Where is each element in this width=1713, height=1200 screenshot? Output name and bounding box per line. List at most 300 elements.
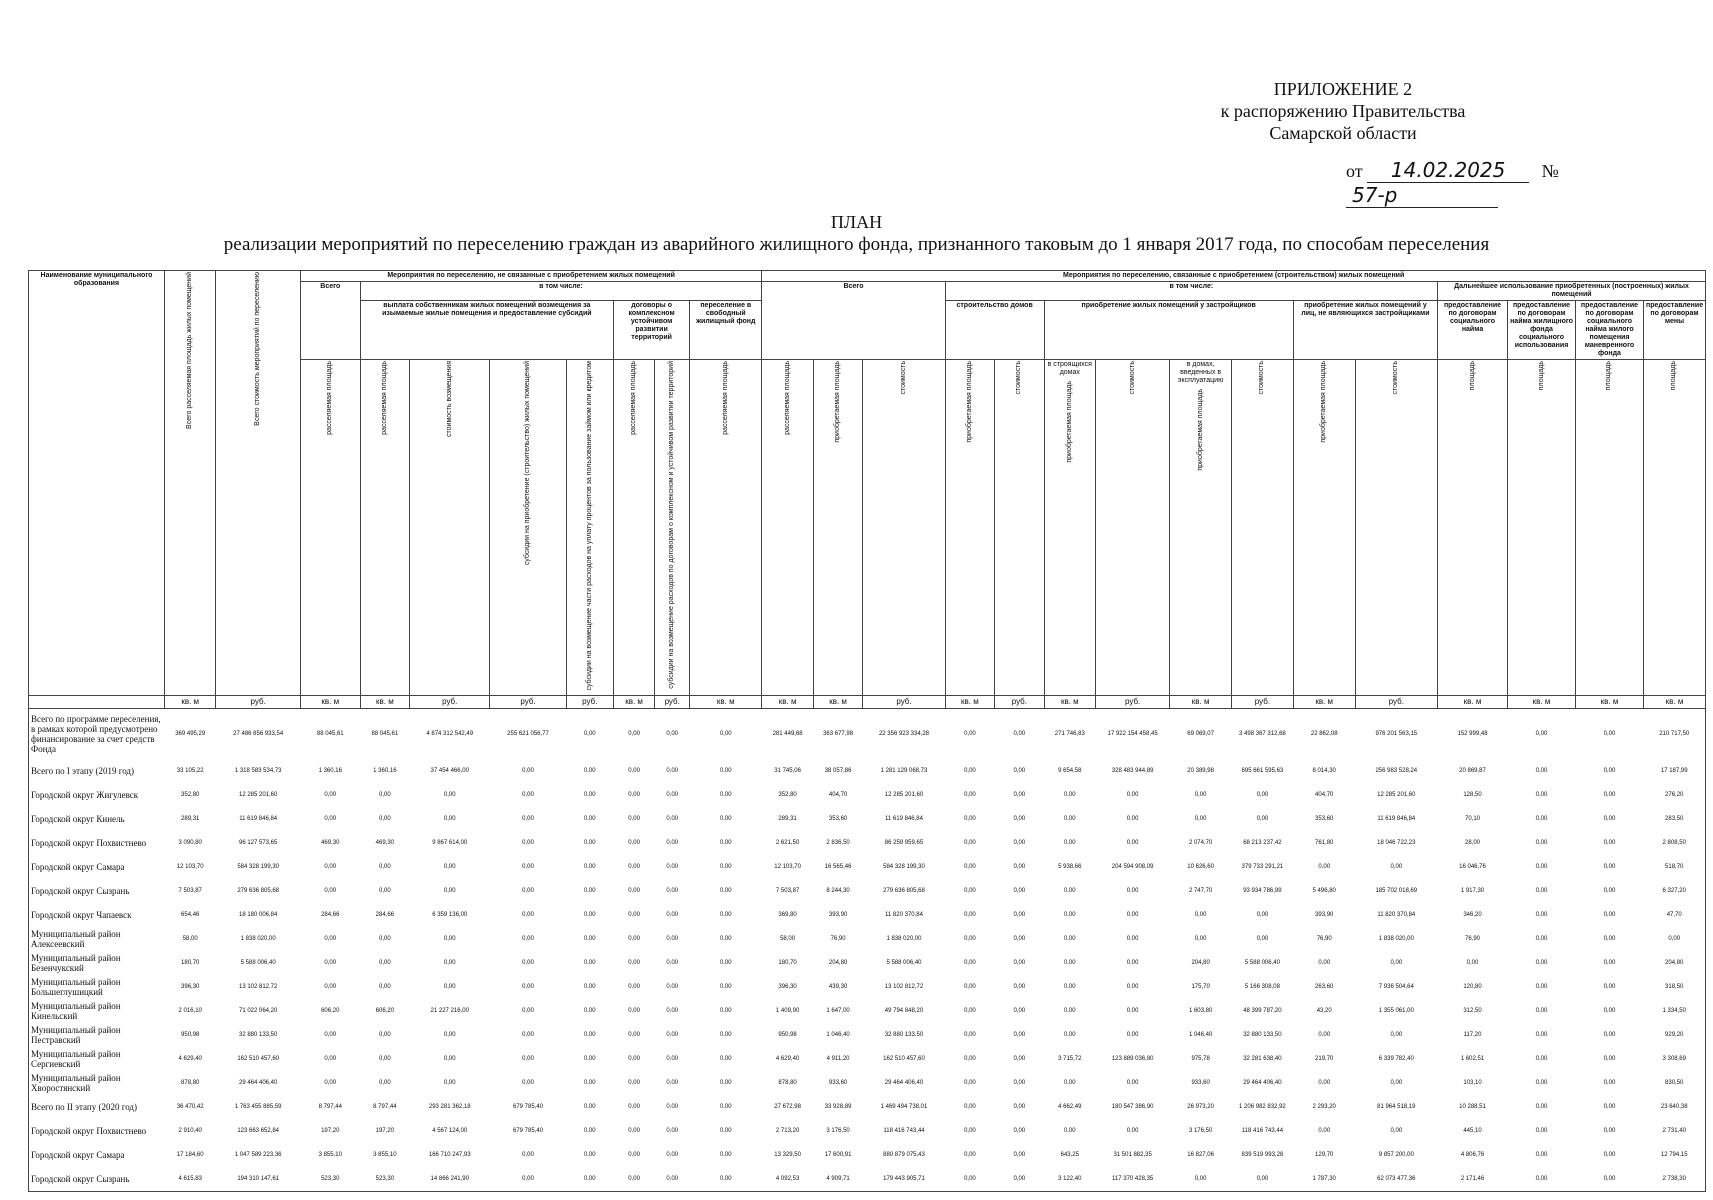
- table-cell: 0,00: [719, 767, 732, 774]
- table-cell: 0,00: [1126, 1031, 1139, 1038]
- table-cell: 16 046,76: [1459, 863, 1486, 870]
- table-cell: 0,00: [666, 887, 679, 894]
- table-cell: 0,00: [1063, 1079, 1076, 1086]
- table-cell: 0,00: [719, 1103, 732, 1110]
- unit-cell: руб.: [995, 695, 1044, 708]
- table-cell: 32 880 133,50: [238, 1031, 278, 1038]
- table-cell: 353,60: [1315, 815, 1334, 822]
- v-tom-chisle-header: в том числе:: [360, 282, 762, 301]
- table-cell: 43,20: [1316, 1007, 1332, 1014]
- table-cell: 0,00: [666, 1031, 679, 1038]
- table-cell: 0,00: [583, 1007, 596, 1014]
- table-cell: 393,90: [828, 911, 848, 918]
- table-cell: 0,00: [1256, 1175, 1269, 1182]
- table-cell: 439,30: [828, 983, 848, 990]
- pred-soc-header: предоставление по договорам социального найма: [1438, 301, 1508, 360]
- table-cell: 0,00: [1063, 959, 1076, 966]
- table-cell: 0,00: [719, 887, 732, 894]
- table-cell: 0,00: [1126, 911, 1139, 918]
- table-cell: 96 127 573,65: [238, 839, 278, 846]
- table-cell: 0,00: [1013, 1007, 1026, 1014]
- table-cell: 0,00: [666, 730, 679, 737]
- table-cell: 0,00: [628, 887, 640, 894]
- table-cell: 878,80: [778, 1079, 797, 1086]
- table-cell: 0,00: [719, 1031, 732, 1038]
- table-cell: 0,00: [379, 1079, 391, 1086]
- table-cell: 38 057,86: [824, 767, 852, 774]
- table-cell: 0,00: [379, 791, 391, 798]
- table-cell: 0,00: [1603, 983, 1616, 990]
- table-cell: 204,80: [828, 959, 848, 966]
- table-cell: 0,00: [1535, 730, 1548, 737]
- table-cell: 0,00: [324, 887, 337, 894]
- table-cell: 12 285 201,60: [1377, 791, 1416, 798]
- table-cell: 0,00: [522, 1079, 534, 1086]
- priobr-zastr-header: приобретение жилых помещений у застройщиков: [1044, 301, 1293, 360]
- table-cell: 0,00: [964, 767, 976, 774]
- row-name: Городской округ Сызрань: [31, 1173, 130, 1184]
- table-cell: 0,00: [666, 1151, 679, 1158]
- table-cell: 0,00: [1013, 730, 1026, 737]
- col-header: стоимость: [863, 360, 945, 696]
- unit-cell: руб.: [1232, 695, 1294, 708]
- table-cell: 197,20: [375, 1127, 395, 1134]
- col-total-cost-header: Всего стоимость мероприятий по переселению: [216, 271, 300, 696]
- table-cell: 1 787,30: [1312, 1175, 1336, 1182]
- table-cell: 0,00: [443, 887, 456, 894]
- table-cell: 0,00: [1013, 887, 1026, 894]
- table-cell: 162 510 457,60: [237, 1055, 280, 1062]
- table-cell: 276,20: [1665, 791, 1684, 798]
- table-cell: 0,00: [1063, 791, 1076, 798]
- table-cell: 0,00: [1318, 1031, 1331, 1038]
- unit-cell: руб.: [216, 695, 300, 708]
- table-cell: 1 360,16: [373, 767, 397, 774]
- unit-cell: руб.: [410, 695, 490, 708]
- table-cell: 679 785,40: [513, 1127, 544, 1134]
- table-cell: 469,30: [375, 839, 395, 846]
- table-cell: 13 102 812,72: [238, 983, 278, 990]
- table-cell: 0,00: [443, 863, 456, 870]
- table-cell: 839 519 993,28: [1241, 1151, 1284, 1158]
- table-cell: 4 629,40: [178, 1055, 202, 1062]
- table-head: [29, 271, 1706, 709]
- table-cell: 0,00: [1126, 959, 1139, 966]
- row-name: Всего по программе переселения, в рамках которой предусмотрено финансирование за счет средств Фонда: [31, 713, 161, 754]
- table-cell: 369,80: [778, 911, 797, 918]
- unit-cell: руб.: [655, 695, 690, 708]
- table-cell: 0,00: [666, 815, 679, 822]
- table-cell: 8 014,30: [1312, 767, 1336, 774]
- table-cell: 0,00: [522, 935, 534, 942]
- table-cell: 8 797,44: [373, 1103, 397, 1110]
- table-cell: 0,00: [1535, 815, 1548, 822]
- table-cell: 0,00: [1126, 1079, 1139, 1086]
- table-cell: 68 213 237,42: [1243, 839, 1282, 846]
- table-cell: 185 702 018,69: [1375, 887, 1418, 894]
- table-cell: 523,30: [321, 1175, 340, 1182]
- unit-cell: кв. м: [690, 695, 762, 708]
- table-cell: 518,70: [1665, 863, 1684, 870]
- table-cell: 0,00: [1063, 911, 1076, 918]
- table-cell: 0,00: [1126, 1007, 1139, 1014]
- table-cell: 0,00: [628, 767, 640, 774]
- col-header: субсидии на возмещение части расходов на уплату процентов за пользование займом или кредитом: [566, 360, 613, 696]
- table-cell: 179 443 905,71: [883, 1175, 925, 1182]
- table-cell: 0,00: [666, 767, 679, 774]
- table-cell: 0,00: [1013, 1055, 1026, 1062]
- table-cell: 0,00: [1063, 1007, 1076, 1014]
- table-cell: 0,00: [1126, 1127, 1139, 1134]
- table-cell: 2 808,50: [1662, 839, 1686, 846]
- table-cell: 62 073 477,36: [1377, 1175, 1416, 1182]
- table-cell: 0,00: [583, 1127, 596, 1134]
- table-cell: 32 880 133,50: [884, 1031, 924, 1038]
- table-cell: 396,30: [778, 983, 797, 990]
- table-cell: 58,00: [182, 935, 198, 942]
- table-cell: 0,00: [628, 1103, 640, 1110]
- table-cell: 86 259 959,65: [884, 839, 924, 846]
- table-cell: 4 911,20: [826, 1055, 850, 1062]
- table-cell: 76,90: [1465, 935, 1481, 942]
- table-cell: 0,00: [324, 791, 337, 798]
- table-cell: 0,00: [628, 1031, 640, 1038]
- table-cell: 0,00: [628, 730, 640, 737]
- table-cell: 0,00: [666, 791, 679, 798]
- table-cell: 0,00: [964, 1127, 976, 1134]
- table-cell: 279 636 805,68: [883, 887, 925, 894]
- table-cell: 6 327,20: [1662, 887, 1686, 894]
- table-cell: 204,80: [1665, 959, 1684, 966]
- appendix-line: Самарской области: [1269, 123, 1417, 143]
- table-cell: 1 917,30: [1460, 887, 1485, 894]
- table-cell: 0,00: [1194, 1175, 1207, 1182]
- table-cell: 2 738,30: [1662, 1175, 1686, 1182]
- row-name: Муниципальный район Безенчукский: [31, 952, 121, 973]
- table-cell: 0,00: [1126, 887, 1139, 894]
- table-cell: 0,00: [1603, 911, 1616, 918]
- table-cell: 0,00: [1126, 983, 1139, 990]
- table-cell: 3 715,72: [1058, 1055, 1082, 1062]
- table-cell: 0,00: [1603, 815, 1616, 822]
- col-header: стоимость возмещения: [410, 360, 490, 696]
- table-cell: 3 498 367 312,68: [1239, 730, 1286, 737]
- table-cell: 0,00: [719, 983, 732, 990]
- table-cell: 3 176,50: [826, 1127, 850, 1134]
- table-cell: 0,00: [1466, 959, 1479, 966]
- table-cell: 0,00: [719, 1055, 732, 1062]
- row-name: Городской округ Чапаевск: [31, 909, 132, 920]
- table-cell: 0,00: [1194, 935, 1207, 942]
- table-cell: 1 602,51: [1460, 1055, 1485, 1062]
- table-cell: 0,00: [1603, 887, 1616, 894]
- table-cell: 5 588 006,40: [240, 959, 276, 966]
- table-cell: 0,00: [964, 959, 976, 966]
- col-header: расселяемая площадь: [614, 360, 655, 696]
- unit-cell: кв. м: [813, 695, 862, 708]
- table-cell: 0,00: [522, 1175, 534, 1182]
- table-cell: 33 105,22: [176, 767, 204, 774]
- table-cell: 0,00: [1256, 911, 1269, 918]
- table-cell: 0,00: [1535, 1151, 1548, 1158]
- plan-subtitle: реализации мероприятий по переселению граждан из аварийного жилищного фонда, признанного таковым до 1 января 2017 года, по способам переселения: [223, 234, 1490, 255]
- row-name: Городской округ Похвистнево: [31, 837, 147, 848]
- table-cell: 0,00: [1126, 815, 1139, 822]
- table-cell: 13 102 812,72: [884, 983, 924, 990]
- table-cell: 0,00: [666, 1055, 679, 1062]
- table-cell: 0,00: [666, 959, 679, 966]
- table-cell: 0,00: [628, 1151, 640, 1158]
- table-cell: 71 022 064,20: [238, 1007, 278, 1014]
- table-cell: 0,00: [666, 1079, 679, 1086]
- col-header: субсидии на приобретение (строительство) жилых помещений: [490, 360, 566, 696]
- unit-cell: кв. м: [1438, 695, 1508, 708]
- table-cell: 0,00: [324, 863, 337, 870]
- table-cell: 47,70: [1666, 911, 1682, 918]
- table-cell: 0,00: [1535, 1103, 1548, 1110]
- table-cell: 0,00: [324, 959, 337, 966]
- table-cell: 0,00: [1603, 1151, 1616, 1158]
- table-cell: 3 176,50: [1188, 1127, 1213, 1134]
- table-cell: 0,00: [1126, 791, 1139, 798]
- table-cell: 0,00: [666, 1007, 679, 1014]
- row-name: Городской округ Сызрань: [31, 885, 130, 896]
- table-cell: 0,00: [719, 959, 732, 966]
- order-number-label: №: [1541, 161, 1559, 181]
- table-cell: 2 293,20: [1312, 1103, 1336, 1110]
- table-cell: 88 045,61: [316, 730, 344, 737]
- order-number: 57-р: [1346, 183, 1498, 208]
- table-cell: 0,00: [522, 767, 534, 774]
- table-cell: 0,00: [583, 730, 596, 737]
- table-cell: 0,00: [964, 1055, 976, 1062]
- table-cell: 48 399 787,20: [1243, 1007, 1282, 1014]
- table-body: [29, 708, 1706, 1191]
- table-cell: 0,00: [583, 911, 596, 918]
- table-cell: 17 187,99: [1660, 767, 1688, 774]
- table-cell: 210 717,50: [1659, 730, 1690, 737]
- table-cell: 0,00: [379, 983, 391, 990]
- table-cell: 17 600,91: [824, 1151, 852, 1158]
- table-cell: 5 166 308,08: [1244, 983, 1280, 990]
- table-cell: 0,00: [1603, 1031, 1616, 1038]
- table-cell: 256 983 528,24: [1375, 767, 1418, 774]
- table-cell: 11 619 846,84: [1377, 815, 1416, 822]
- units-cell-empty: [29, 695, 165, 708]
- col-header: приобретаемая площадь: [813, 360, 862, 696]
- unit-cell: кв. м: [945, 695, 994, 708]
- row-name: Городской округ Самара: [31, 1149, 125, 1160]
- table-cell: 0,00: [583, 815, 596, 822]
- row-name: Всего по II этапу (2020 год): [31, 1101, 138, 1112]
- table-cell: 0,00: [1013, 1031, 1026, 1038]
- table-cell: 0,00: [1013, 1127, 1026, 1134]
- table-cell: 88 045,61: [371, 730, 399, 737]
- table-cell: 2 731,40: [1662, 1127, 1686, 1134]
- table-cell: 0,00: [443, 983, 456, 990]
- table-cell: 0,00: [1535, 935, 1548, 942]
- table-cell: 469,30: [321, 839, 340, 846]
- table-cell: 4 615,83: [178, 1175, 202, 1182]
- table-cell: 0,00: [583, 791, 596, 798]
- table-cell: 1 046,40: [1188, 1031, 1213, 1038]
- table-cell: 0,00: [324, 1079, 337, 1086]
- table-cell: 271 746,83: [1054, 730, 1085, 737]
- table-cell: 1 047 589 223,36: [234, 1151, 282, 1158]
- table-cell: 0,00: [1535, 959, 1548, 966]
- table-cell: 70,10: [1465, 815, 1481, 822]
- table-cell: 393,90: [1315, 911, 1334, 918]
- table-cell: 0,00: [583, 935, 596, 942]
- table-cell: 0,00: [1256, 815, 1269, 822]
- table-cell: 933,60: [1191, 1079, 1210, 1086]
- table-cell: 654,46: [181, 911, 200, 918]
- table-cell: 880 879 075,43: [883, 1151, 925, 1158]
- table-cell: 0,00: [379, 1031, 391, 1038]
- table-cell: 12 103,70: [774, 863, 801, 870]
- table-cell: 11 619 846,84: [239, 815, 278, 822]
- table-cell: 0,00: [1603, 1103, 1616, 1110]
- table-row: [29, 927, 1706, 951]
- table-cell: 12 285 201,60: [238, 791, 278, 798]
- table-cell: 0,00: [964, 911, 976, 918]
- table-cell: 0,00: [719, 1007, 732, 1014]
- table-cell: 0,00: [719, 791, 732, 798]
- table-cell: 36 470,42: [176, 1103, 204, 1110]
- table-cell: 0,00: [443, 815, 456, 822]
- table-cell: 117,20: [1463, 1031, 1482, 1038]
- table-cell: 204,80: [1191, 959, 1210, 966]
- table-cell: 0,00: [583, 839, 596, 846]
- table-cell: 0,00: [1318, 1127, 1331, 1134]
- pred-naim-soc-header: предоставление по договорам найма жилищного фонда социального использования: [1508, 301, 1576, 360]
- table-cell: 0,00: [1535, 1127, 1548, 1134]
- order-date: 14.02.2025: [1367, 158, 1529, 183]
- table-cell: 0,00: [522, 791, 534, 798]
- unit-cell: кв. м: [360, 695, 409, 708]
- table-cell: 10 626,60: [1187, 863, 1214, 870]
- table-row: [29, 783, 1706, 807]
- table-cell: 0,00: [628, 863, 640, 870]
- table-cell: 0,00: [379, 959, 391, 966]
- table-cell: 0,00: [628, 1007, 640, 1014]
- table-cell: 0,00: [964, 839, 976, 846]
- table-cell: 29 464 406,40: [884, 1079, 924, 1086]
- table-cell: 0,00: [628, 1055, 640, 1062]
- table-cell: 445,10: [1463, 1127, 1482, 1134]
- unit-cell: руб.: [1096, 695, 1170, 708]
- table-cell: 929,20: [1665, 1031, 1684, 1038]
- table-cell: 0,00: [1013, 767, 1026, 774]
- row-name: Муниципальный район Алексеевский: [31, 928, 121, 949]
- col-header: расселяемая площадь: [690, 360, 762, 696]
- table-cell: 0,00: [1013, 935, 1026, 942]
- table-cell: 0,00: [1535, 839, 1548, 846]
- table-cell: 950,98: [181, 1031, 200, 1038]
- table-cell: 180,70: [778, 959, 797, 966]
- table-cell: 0,00: [583, 1079, 596, 1086]
- table-cell: 0,00: [1535, 887, 1548, 894]
- table-cell: 0,00: [1013, 911, 1026, 918]
- table-cell: 204 594 908,09: [1111, 863, 1154, 870]
- table-cell: 0,00: [1603, 1127, 1616, 1134]
- unit-cell: кв. м: [300, 695, 360, 708]
- table-cell: 10 288,51: [1459, 1103, 1486, 1110]
- table-cell: 16 827,06: [1187, 1151, 1214, 1158]
- table-cell: 0,00: [964, 815, 976, 822]
- table-cell: 2 910,40: [178, 1127, 202, 1134]
- table-row: [29, 855, 1706, 879]
- table-cell: 318,50: [1665, 983, 1684, 990]
- col-header: стоимость: [1355, 360, 1437, 696]
- table-cell: 6 339 782,40: [1378, 1055, 1414, 1062]
- table-cell: 1 763 455 885,59: [234, 1103, 282, 1110]
- table-cell: 4 806,76: [1460, 1151, 1485, 1158]
- table-cell: 0,00: [1535, 1079, 1548, 1086]
- table-cell: 20 869,87: [1459, 767, 1486, 774]
- table-cell: 0,00: [1603, 767, 1616, 774]
- table-cell: 0,00: [443, 1079, 456, 1086]
- table-cell: 1 603,80: [1188, 1007, 1213, 1014]
- table-cell: 26 973,20: [1187, 1103, 1214, 1110]
- pred-meny-header: предоставление по договорам мены: [1643, 301, 1705, 360]
- col-header: площадь: [1576, 360, 1644, 696]
- table-cell: 23 640,38: [1660, 1103, 1688, 1110]
- table-cell: 93 934 786,99: [1243, 887, 1282, 894]
- table-cell: 695 661 595,63: [1241, 767, 1284, 774]
- table-cell: 0,00: [1063, 1127, 1076, 1134]
- table-cell: 0,00: [1126, 935, 1139, 942]
- table-cell: 352,80: [778, 791, 797, 798]
- unit-cell: кв. м: [1576, 695, 1644, 708]
- table-cell: 284,66: [321, 911, 340, 918]
- table-cell: 4 909,71: [826, 1175, 850, 1182]
- table-cell: 0,00: [443, 1055, 456, 1062]
- table-row: [29, 1143, 1706, 1167]
- table-cell: 0,00: [666, 863, 679, 870]
- table-cell: 933,60: [828, 1079, 848, 1086]
- col-total-area-header: Всего расселяемая площадь жилых помещений: [164, 271, 216, 696]
- table-cell: 180 547 386,90: [1111, 1103, 1154, 1110]
- table-cell: 584 328 199,30: [883, 863, 925, 870]
- table-cell: 18 180 006,84: [238, 911, 278, 918]
- col-header: в строящихся домах приобретаемая площадь: [1044, 360, 1096, 696]
- table-cell: 379 733 291,21: [1241, 863, 1284, 870]
- table-cell: 7 503,87: [775, 887, 800, 894]
- table-cell: 0,00: [1256, 791, 1269, 798]
- table-cell: 37 454 466,00: [430, 767, 469, 774]
- table-cell: 2 074,70: [1188, 839, 1213, 846]
- table-cell: 1 281 129 068,73: [880, 767, 928, 774]
- table-cell: 0,00: [964, 791, 976, 798]
- unit-cell: кв. м: [762, 695, 814, 708]
- table-cell: 0,00: [583, 959, 596, 966]
- table-cell: 878,80: [181, 1079, 200, 1086]
- table-cell: 0,00: [628, 935, 640, 942]
- table-cell: 0,00: [324, 983, 337, 990]
- table-cell: 352,80: [181, 791, 200, 798]
- table-cell: 76,90: [830, 935, 846, 942]
- row-name: Городской округ Самара: [31, 861, 125, 872]
- table-cell: 0,00: [324, 815, 337, 822]
- table-cell: 12 103,70: [176, 863, 204, 870]
- table-cell: 0,00: [583, 887, 596, 894]
- table-cell: 0,00: [522, 863, 534, 870]
- table-cell: 27 486 856 933,54: [233, 730, 284, 737]
- table-row: [29, 1119, 1706, 1143]
- table-cell: 1 355 061,00: [1378, 1007, 1414, 1014]
- row-name: Городской округ Кинель: [31, 813, 125, 824]
